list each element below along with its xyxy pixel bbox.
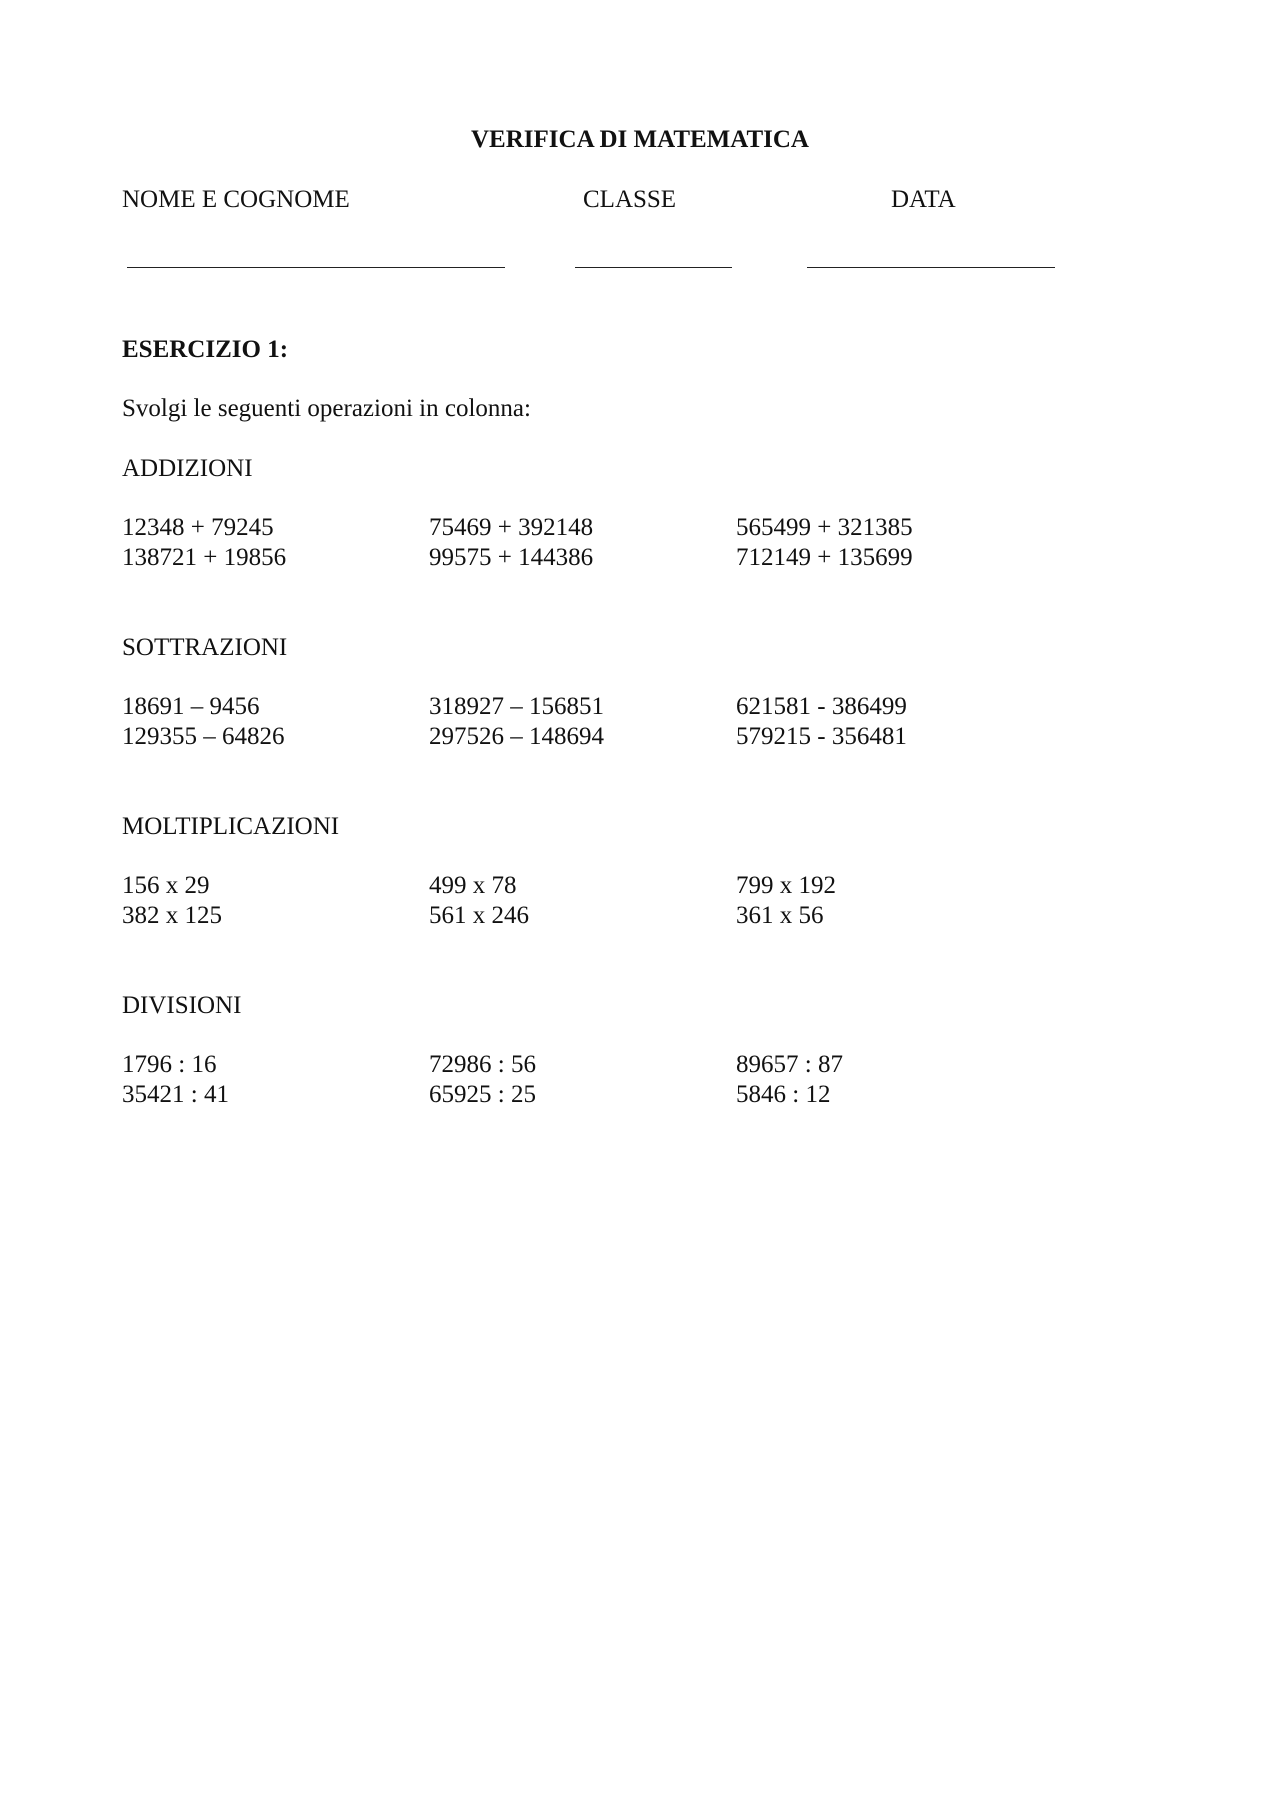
operation-item: 621581 - 386499 xyxy=(736,693,907,720)
operation-item: 382 x 125 xyxy=(122,902,222,929)
class-label: CLASSE xyxy=(583,186,677,213)
operation-item: 561 x 246 xyxy=(429,902,529,929)
operation-item: 799 x 192 xyxy=(736,872,836,899)
operation-item: 18691 – 9456 xyxy=(122,693,260,720)
operation-item: 565499 + 321385 xyxy=(736,514,913,541)
operation-item: 156 x 29 xyxy=(122,872,210,899)
operation-column xyxy=(736,871,836,931)
section-title-sottrazioni: SOTTRAZIONI xyxy=(122,634,288,661)
operation-column xyxy=(429,692,604,752)
operation-item: 138721 + 19856 xyxy=(122,544,287,571)
operation-column xyxy=(122,871,222,931)
operation-column xyxy=(122,513,286,573)
operation-column xyxy=(736,513,913,573)
operation-item: 318927 – 156851 xyxy=(429,693,604,720)
operation-column xyxy=(736,1050,843,1110)
operation-item: 65925 : 25 xyxy=(429,1081,536,1108)
operation-item: 361 x 56 xyxy=(736,902,824,929)
operation-item: 12348 + 79245 xyxy=(122,514,274,541)
operation-item: 129355 – 64826 xyxy=(122,723,285,750)
operation-column xyxy=(736,692,907,752)
operation-column xyxy=(429,871,529,931)
operation-item: 499 x 78 xyxy=(429,872,517,899)
operation-item: 297526 – 148694 xyxy=(429,723,604,750)
name-label: NOME E COGNOME xyxy=(122,186,350,213)
date-label: DATA xyxy=(891,186,956,213)
exercise-heading: ESERCIZIO 1: xyxy=(122,336,289,363)
operation-item: 72986 : 56 xyxy=(429,1051,536,1078)
date-blank-line[interactable] xyxy=(807,267,1055,268)
sottrazioni-operations xyxy=(122,692,1122,752)
divisioni-operations xyxy=(122,1050,1122,1110)
operation-item: 99575 + 144386 xyxy=(429,544,594,571)
section-title-moltiplicazioni: MOLTIPLICAZIONI xyxy=(122,813,340,840)
operation-column xyxy=(122,692,285,752)
operation-item: 1796 : 16 xyxy=(122,1051,217,1078)
operation-column xyxy=(429,513,593,573)
section-title-divisioni: DIVISIONI xyxy=(122,992,242,1019)
operation-column xyxy=(122,1050,229,1110)
operation-column xyxy=(429,1050,536,1110)
name-blank-line[interactable] xyxy=(127,267,505,268)
section-title-addizioni: ADDIZIONI xyxy=(122,455,253,482)
exercise-instruction: Svolgi le seguenti operazioni in colonna: xyxy=(122,395,531,422)
operation-item: 75469 + 392148 xyxy=(429,514,594,541)
operation-item: 5846 : 12 xyxy=(736,1081,831,1108)
class-blank-line[interactable] xyxy=(575,267,732,268)
operation-item: 35421 : 41 xyxy=(122,1081,229,1108)
operation-item: 89657 : 87 xyxy=(736,1051,843,1078)
addizioni-operations xyxy=(122,513,1122,573)
operation-item: 579215 - 356481 xyxy=(736,723,907,750)
moltiplicazioni-operations xyxy=(122,871,1122,931)
page-title: VERIFICA DI MATEMATICA xyxy=(471,126,809,153)
operation-item: 712149 + 135699 xyxy=(736,544,913,571)
